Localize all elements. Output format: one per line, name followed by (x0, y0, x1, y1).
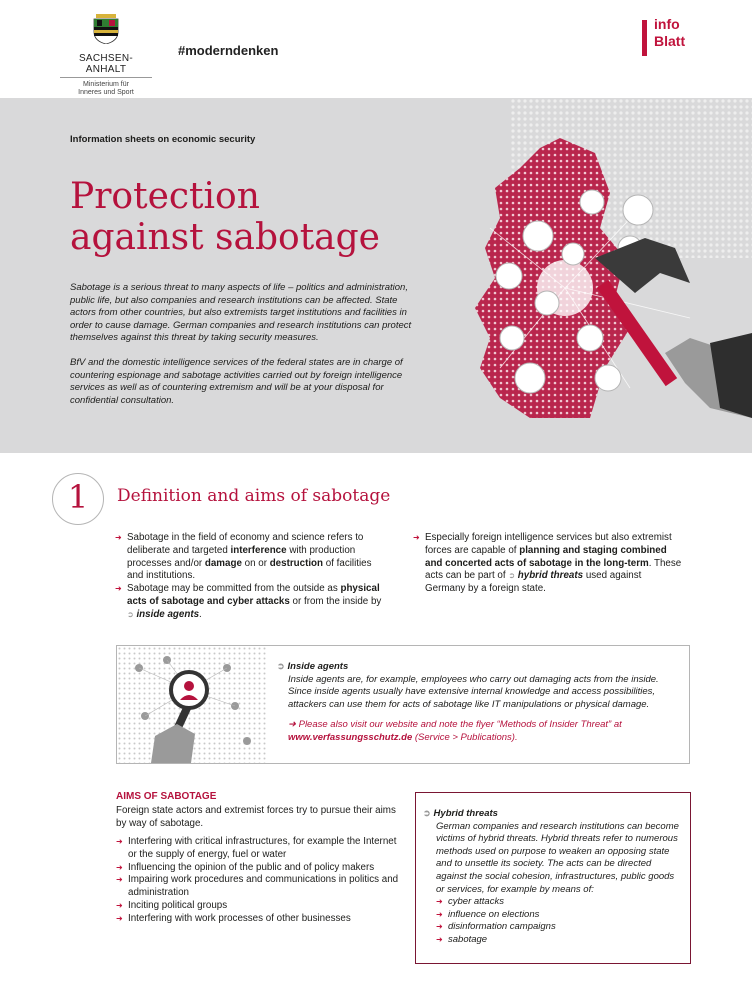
list-item: ➜ Impairing work procedures and communications in politics and administration (116, 874, 406, 900)
section-number-badge: 1 (52, 473, 104, 525)
aims-intro: Foreign state actors and extremist forces try to pursue their aims by way of sabotage. (116, 805, 396, 829)
state-name: SACHSEN-ANHALT (60, 53, 152, 78)
hybrid-list (423, 896, 683, 946)
ministry-name: Ministerium für Inneres und Sport (78, 81, 134, 96)
aims-heading: AIMS OF SABOTAGE (116, 791, 217, 802)
list-item: ➜ Interfering with work processes of other businesses (116, 913, 406, 926)
list-item: ➜ Influencing the opinion of the public and of policy makers (116, 862, 406, 875)
link-arrow-icon: ➲ (127, 609, 134, 619)
inside-agents-box (116, 645, 690, 764)
magnifier-illustration (117, 646, 267, 763)
list-item: ➜ sabotage (436, 934, 683, 947)
inside-agents-link[interactable]: inside agents (136, 608, 200, 620)
list-item: ➜ Sabotage in the field of economy and science refers to deliberate and targeted interference with production processes and/or damage on or destruction of facilities and institutions. (115, 532, 390, 583)
list-item: ➜ Inciting political groups (116, 900, 406, 913)
section-title: Definition and aims of sabotage (117, 486, 391, 506)
list-item: ➜ cyber attacks (436, 896, 683, 909)
list-item: ➜ Interfering with critical infrastructures, for example the Internet or the supply of energy, fuel or water (116, 836, 406, 862)
aims-list (116, 836, 406, 926)
inside-agents-heading: ➲ Inside agents (277, 661, 349, 672)
hybrid-heading: ➲ Hybrid threats (423, 808, 498, 819)
list-item: ➜ Sabotage may be committed from the outside as physical acts of sabotage and cyber attacks or from the inside by ➲ inside agents. (115, 583, 390, 621)
intro-text (70, 282, 425, 419)
arrow-icon: ➲ (277, 661, 285, 671)
website-link[interactable]: www.verfassungsschutz.de (288, 731, 413, 743)
list-item: ➜ influence on elections (436, 909, 683, 922)
coat-of-arms-icon (93, 14, 119, 44)
inside-agents-text (277, 660, 682, 745)
intro-paragraph: Sabotage is a serious threat to many aspects of life – politics and administration, public life, but also companies and research institutions can be affected. State actors from other countries, but also extremists target institutions and facilities in order to cause damage. German companies and research institutions can protect themselves against this threat by taking security measures. (70, 282, 412, 344)
hybrid-threats-text (423, 807, 683, 947)
list-item: ➜ Especially foreign intelligence services but also extremist forces are capable of planning and staging combined and concerted acts of sabotage in the long-term. These acts can be part of ➲ hybrid threats used against Germany by a foreign state. (413, 532, 683, 596)
kicker: Information sheets on economic security (70, 134, 256, 145)
hybrid-body: German companies and research institutions can become victims of hybrid threats. Hybrid threats refer to numerous methods used on purpose to weaken an opposing state and to unsettle its society. The acts can be directed against the social cohesion, infrastructures, public goods or services, for example by means of: (436, 820, 679, 895)
intro-paragraph: BfV and the domestic intelligence services of the federal states are in charge of countering espionage and sabotage activities carried out by foreign intelligence services as well as of countering extremism and will be at your disposal for confidential consultation. (70, 356, 403, 406)
page-title: Protection against sabotage (70, 176, 380, 258)
arrow-icon: ➜ (288, 719, 296, 731)
sabotage-illustration (390, 98, 752, 453)
campaign-hashtag: #moderndenken (178, 43, 279, 58)
arrow-icon: ➲ (423, 808, 431, 818)
badge-bar (642, 20, 647, 56)
website-note: ➜ Please also visit our website and note the flyer “Methods of Insider Threat” at www.verfassungsschutz.de (Service > Publications). (288, 719, 622, 743)
definition-list-2 (413, 532, 683, 596)
state-logo (60, 14, 152, 97)
link-arrow-icon: ➲ (508, 571, 516, 581)
hybrid-threats-link[interactable]: hybrid threats (517, 570, 584, 582)
hybrid-threats-box (415, 792, 691, 964)
badge-text: info Blatt (654, 16, 686, 49)
definition-list (115, 532, 390, 622)
title-banner (0, 98, 752, 453)
list-item: ➜ disinformation campaigns (436, 921, 683, 934)
inside-agents-body: Inside agents are, for example, employees who carry out damaging acts from the inside. Since inside agents usually have extensive internal knowledge and access possibilities, attackers can use them for acts of sabotage like IT manipulations or physical damage. (288, 673, 659, 710)
